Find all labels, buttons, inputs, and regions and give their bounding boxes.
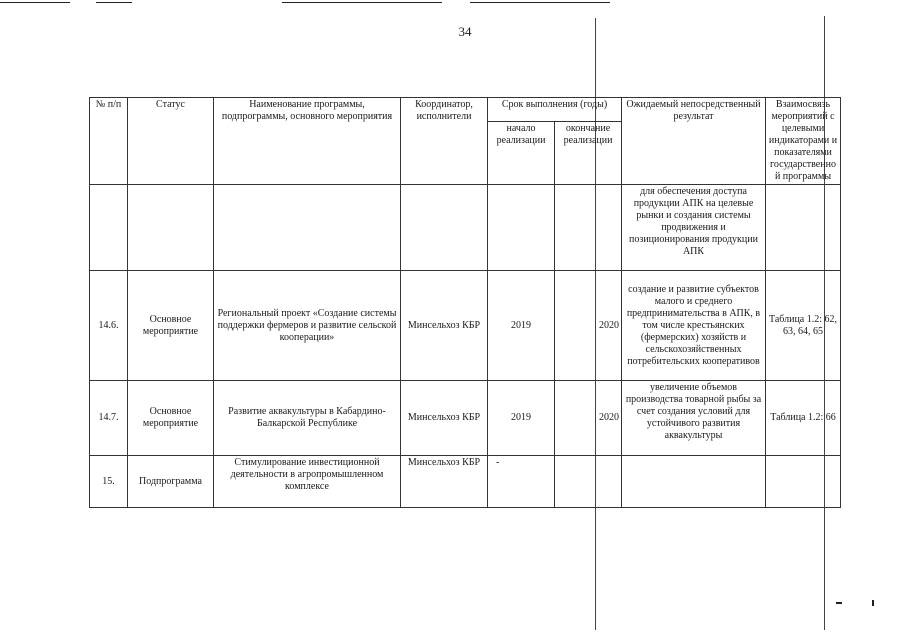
header-coordinator: Координатор, исполнители (401, 98, 488, 185)
scan-line-top-left-2 (96, 2, 132, 3)
header-status: Статус (128, 98, 214, 185)
cell-start (488, 185, 555, 271)
cell-status: Основное мероприятие (128, 271, 214, 381)
scan-speck-2 (872, 600, 874, 606)
table-row (90, 456, 841, 508)
cell-num (90, 185, 128, 271)
program-table (89, 97, 841, 508)
page-number: 34 (458, 24, 472, 39)
cell-link (766, 456, 841, 508)
table-row (90, 185, 841, 271)
cell-start: 2019 (488, 271, 555, 381)
cell-name (214, 185, 401, 271)
cell-name: Развитие аквакультуры в Кабардино-Балкарской Республике (214, 381, 401, 456)
cell-num: 14.6. (90, 271, 128, 381)
header-period: Срок выполнения (годы) (488, 98, 622, 122)
cell-status: Основное мероприятие (128, 381, 214, 456)
cell-link (766, 185, 841, 271)
header-start: начало реализации (488, 122, 555, 185)
header-end: окончание реализации (555, 122, 622, 185)
scan-line-top-right (470, 2, 610, 3)
header-result: Ожидаемый непосредственный результат (622, 98, 766, 185)
scan-speck (836, 602, 842, 604)
header-num: № п/п (90, 98, 128, 185)
scan-line-top-left (0, 2, 70, 3)
cell-num: 14.7. (90, 381, 128, 456)
cell-result: для обеспечения доступа продукции АПК на целевые рынки и создания системы продвижения и позиционирования продукции АПК (622, 185, 766, 271)
cell-start: 2019 (488, 381, 555, 456)
cell-coordinator: Минсельхоз КБР (401, 381, 488, 456)
cell-end: 2020 (555, 381, 622, 456)
cell-end (555, 185, 622, 271)
table-row (90, 381, 841, 456)
scan-line-top-mid (282, 2, 442, 3)
cell-link: Таблица 1.2: 66 (766, 381, 841, 456)
cell-name: Стимулирование инвестиционной деятельности в агропромышленном комплексе (214, 456, 401, 508)
cell-status (128, 185, 214, 271)
cell-result: создание и развитие субъектов малого и среднего предпринимательства в АПК, в том числе крестьянских (фермерских) хозяйств и сельскохозяйственных потребительских кооперативов (622, 271, 766, 381)
cell-name: Региональный проект «Создание системы поддержки фермеров и развитие сельской кооперации» (214, 271, 401, 381)
header-link: Взаимосвязь мероприятий с целевыми индикаторами и показателями государственной программы (766, 98, 841, 185)
cell-coordinator (401, 185, 488, 271)
cell-result (622, 456, 766, 508)
cell-coordinator: Минсельхоз КБР (401, 456, 488, 508)
header-name: Наименование программы, подпрограммы, основного мероприятия (214, 98, 401, 185)
cell-link: Таблица 1.2: 62, 63, 64, 65 (766, 271, 841, 381)
table-row (90, 271, 841, 381)
cell-start: - (488, 456, 555, 508)
cell-coordinator: Минсельхоз КБР (401, 271, 488, 381)
cell-end: 2020 (555, 271, 622, 381)
cell-status: Подпрограмма (128, 456, 214, 508)
cell-num: 15. (90, 456, 128, 508)
cell-result: увеличение объемов производства товарной рыбы за счет создания условий для устойчивого развития аквакультуры (622, 381, 766, 456)
cell-end (555, 456, 622, 508)
